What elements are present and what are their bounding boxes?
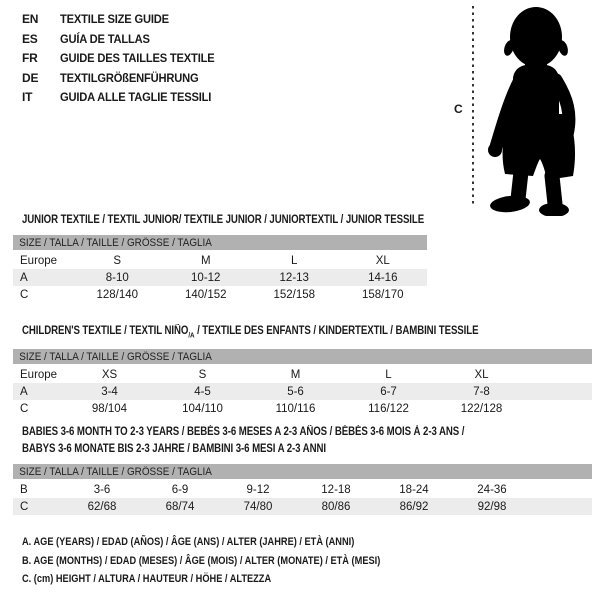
language-row-es (22, 30, 226, 50)
table-cell: 68/74 (141, 498, 219, 515)
table-cell: 158/170 (361, 288, 404, 301)
table-cell: 3-6 (93, 483, 111, 496)
table-cell: 110/116 (275, 402, 316, 415)
table-row (13, 269, 427, 286)
babies-size-table (13, 464, 592, 515)
table-cell: XL (375, 254, 390, 267)
height-measure-label: C (454, 102, 463, 116)
table-size-header (13, 349, 592, 365)
table-cell: 140/152 (184, 288, 227, 301)
toddler-silhouette-icon (480, 2, 598, 216)
table-cell: 74/80 (219, 498, 297, 515)
row-label: Europe (20, 254, 58, 267)
legend-footer (22, 533, 449, 589)
language-label: TEXTILGRÖßENFÜHRUNG (60, 70, 199, 85)
table-row (13, 400, 592, 417)
language-row-en (22, 10, 226, 30)
junior-size-table (13, 235, 427, 303)
language-label: GUÍA DE TALLAS (60, 31, 150, 46)
table-spacer (528, 365, 592, 383)
table-cell: XS (101, 368, 118, 381)
section-title-text: CHILDREN'S TEXTILE / TEXTIL NIÑO (22, 325, 189, 337)
table-size-header-text: SIZE / TALLA / TAILLE / GRÖSSE / TAGLIA (19, 465, 212, 478)
table-cell: 98/104 (91, 402, 128, 415)
table-spacer (531, 480, 592, 498)
row-label: B (20, 483, 28, 496)
table-cell: 92/98 (453, 498, 531, 515)
table-cell: M (200, 254, 211, 267)
children-size-table (13, 349, 592, 417)
table-cell: 7-8 (435, 383, 528, 400)
table-cell: L (291, 254, 298, 267)
table-cell: 12-18 (321, 483, 351, 496)
row-label: Europe (20, 368, 58, 381)
table-cell: 18-24 (399, 483, 429, 496)
table-cell: 9-12 (246, 483, 270, 496)
table-spacer (528, 400, 592, 417)
row-label: C (13, 498, 63, 515)
language-code: FR (22, 51, 38, 65)
language-row-de (22, 69, 226, 89)
table-cell: 3-4 (63, 383, 156, 400)
table-size-header-text: SIZE / TALLA / TAILLE / GRÖSSE / TAGLIA (19, 350, 212, 363)
figure-block (440, 0, 600, 220)
language-label: GUIDA ALLE TAGLIE TESSILI (60, 90, 212, 104)
language-code: IT (22, 90, 33, 104)
legend-line-b: B. AGE (MONTHS) / EDAD (MESES) / ÂGE (MOIS) / ALTER (MONATE) / ETÀ (MESI) (22, 554, 381, 567)
section-title-text: BABYS 3-6 MONATE BIS 2-3 JAHRE / BAMBINI 3-6 MESI A 2-3 ANNI (22, 443, 326, 455)
legend-line-a: A. AGE (YEARS) / EDAD (AÑOS) / ÂGE (ANS) / ALTER (JAHRE) / ETÀ (ANNI) (22, 536, 355, 548)
table-cell: 116/122 (368, 402, 409, 415)
table-cell: 24-36 (477, 483, 507, 496)
table-cell: S (113, 254, 122, 267)
table-cell: 4-5 (156, 383, 249, 400)
table-cell: M (290, 368, 301, 381)
table-cell: 14-16 (339, 269, 428, 286)
table-row (13, 365, 592, 383)
language-row-it (22, 88, 226, 108)
table-cell: 80/86 (297, 498, 375, 515)
language-label: TEXTILE SIZE GUIDE (60, 12, 169, 26)
language-row-fr (22, 49, 226, 69)
table-cell: 86/92 (375, 498, 453, 515)
table-row (13, 480, 592, 498)
language-code: EN (22, 12, 39, 26)
language-header (22, 10, 226, 108)
table-row (13, 498, 592, 515)
section-junior (13, 212, 600, 303)
table-row (13, 286, 427, 303)
table-cell: 104/110 (182, 402, 223, 415)
section-children (13, 323, 600, 417)
language-code: ES (22, 31, 38, 46)
section-title-text: /A (188, 330, 195, 340)
section-babies (13, 424, 600, 515)
table-spacer (528, 383, 592, 400)
section-title-text: BABIES 3-6 MONTH TO 2-3 YEARS / BEBÉS 3-6 MESES A 2-3 AÑOS / BÉBÉS 3-6 MOIS À 2-3 ANS / (22, 426, 465, 438)
table-cell: XL (474, 368, 489, 381)
table-cell: 6-7 (342, 383, 435, 400)
section-title-text: JUNIOR TEXTILE / TEXTIL JUNIOR/ TEXTILE JUNIOR / JUNIORTEXTIL / JUNIOR TESSILE (22, 214, 425, 226)
table-cell: 5-6 (249, 383, 342, 400)
row-label: C (20, 288, 29, 301)
section-title-text: / TEXTILE DES ENFANTS / KINDERTEXTIL / BAMBINI TESSILE (194, 325, 479, 337)
section-title (22, 212, 508, 229)
table-row (13, 383, 592, 400)
table-cell: 152/158 (273, 288, 316, 301)
row-label: A (13, 383, 63, 400)
table-cell: 122/128 (460, 402, 503, 415)
height-measure-dotted-line (472, 6, 474, 206)
table-row (13, 251, 427, 269)
section-title (22, 323, 508, 343)
legend-line-c: C. (cm) HEIGHT / ALTURA / HAUTEUR / HÖHE / ALTEZZA (22, 573, 272, 585)
row-label: A (13, 269, 73, 286)
table-cell: 6-9 (171, 483, 189, 496)
row-label: C (20, 402, 29, 415)
table-cell: 62/68 (63, 498, 141, 515)
table-cell: 128/140 (96, 288, 139, 301)
table-cell: 8-10 (73, 269, 162, 286)
table-size-header (13, 235, 427, 251)
table-cell: L (385, 368, 392, 381)
language-code: DE (22, 70, 39, 85)
table-cell: 12-13 (250, 269, 339, 286)
table-cell: 10-12 (162, 269, 251, 286)
section-title (22, 424, 508, 458)
language-label: GUIDE DES TAILLES TEXTILE (60, 51, 215, 65)
table-size-header (13, 464, 592, 480)
table-size-header-text: SIZE / TALLA / TAILLE / GRÖSSE / TAGLIA (19, 236, 212, 249)
table-spacer (531, 498, 592, 515)
table-cell: S (198, 368, 207, 381)
